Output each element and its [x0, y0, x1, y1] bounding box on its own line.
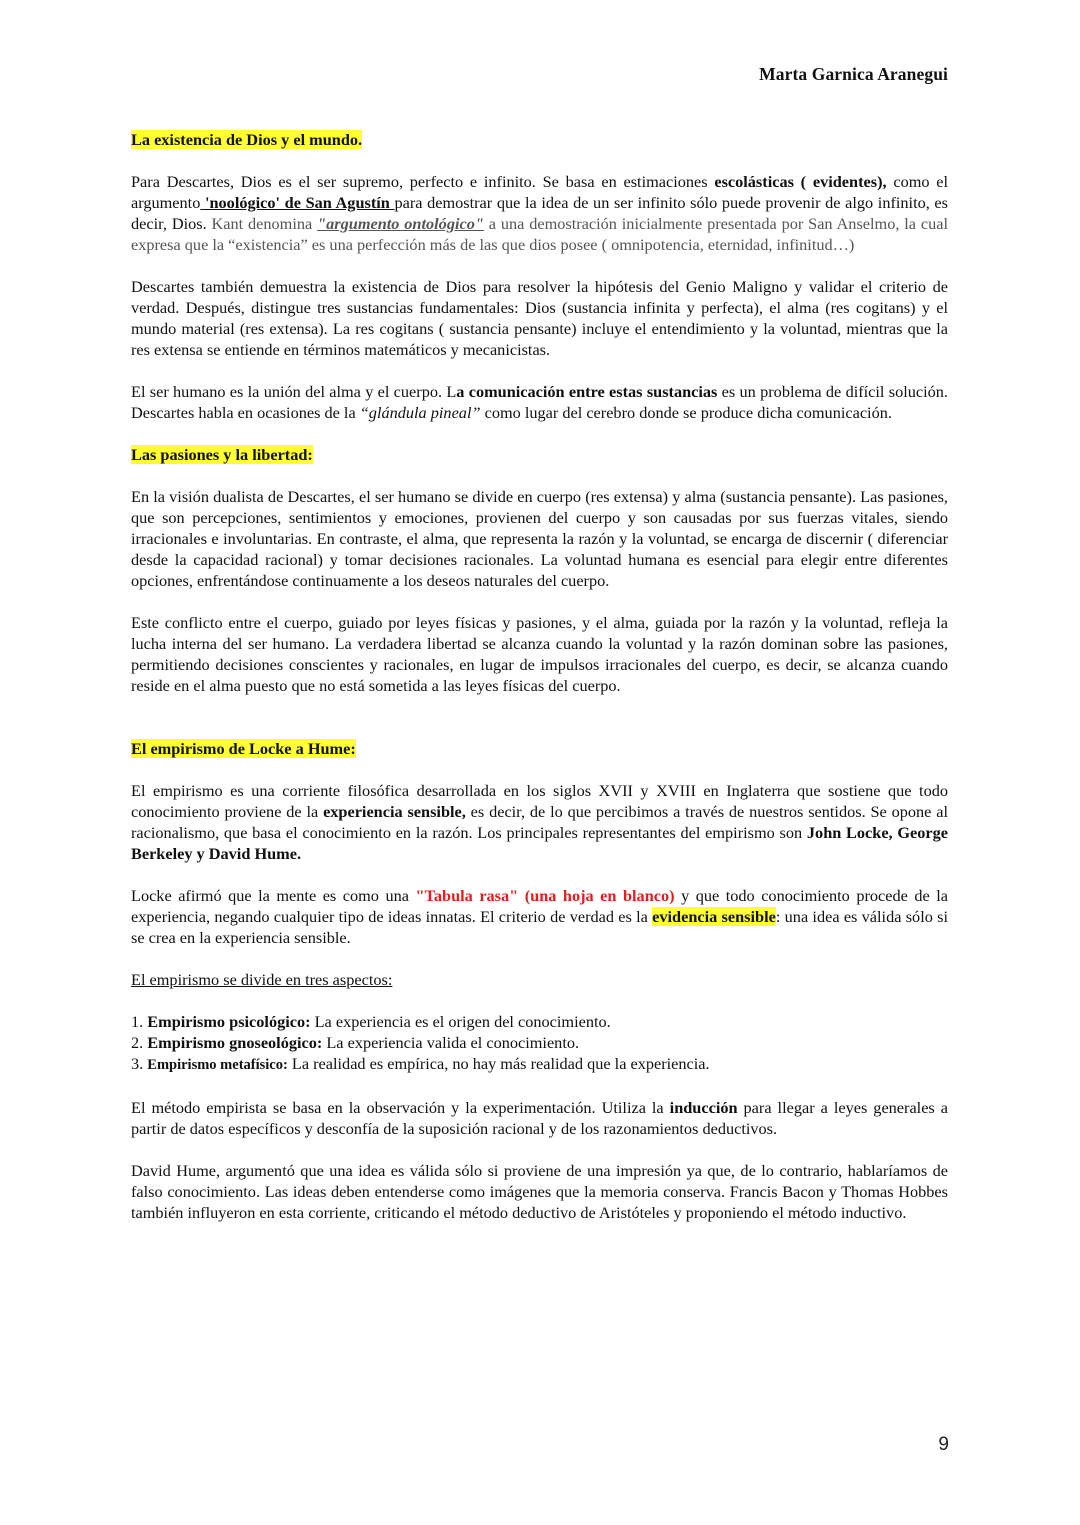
author-name: Marta Garnica Aranegui — [759, 64, 948, 84]
noologico-term: 'noológico' de San Agustín — [200, 193, 395, 212]
aspects-list — [131, 1011, 948, 1076]
list-item: 1. Empirismo psicológico: La experiencia es el origen del conocimiento. — [131, 1012, 611, 1031]
paragraph-empirismo-3: El método empirista se basa en la observación y la experimentación. Utiliza la inducción para llegar a leyes generales a partir de datos específicos y desconfía de la suposición racional y de los razonamientos deductivos. — [131, 1098, 948, 1138]
paragraph-dios-1: Para Descartes, Dios es el ser supremo, perfecto e infinito. Se basa en estimaciones escolásticas ( evidentes), como el argumento 'noológico' de San Agustín para demostrar que la idea de un ser infinito sólo puede provenir de algo infinito, es decir, Dios. Kant denomina "argumento ontológico" a una demostración inicialmente presentada por San Anselmo, la cual expresa que la “existencia” es una perfección más de las que dios posee ( omnipotencia, eternidad, infinitud…) — [131, 172, 949, 254]
section-heading-pasiones: Las pasiones y la libertad: — [131, 445, 313, 464]
section-heading-dios: La existencia de Dios y el mundo. — [131, 130, 363, 149]
tabula-rasa-term: "Tabula rasa" (una hoja en blanco) — [415, 886, 675, 905]
aspects-title: El empirismo se divide en tres aspectos: — [131, 970, 393, 989]
paragraph-empirismo-2: Locke afirmó que la mente es como una "Tabula rasa" (una hoja en blanco) y que todo conocimiento procede de la experiencia, negando cualquier tipo de ideas innatas. El criterio de verdad es la evidencia sensible: una idea es válida sólo si se crea en la experiencia sensible. — [131, 886, 949, 947]
page-number: 9 — [938, 1434, 949, 1455]
page-content — [131, 129, 948, 1223]
evidencia-sensible-term: evidencia sensible — [652, 907, 776, 926]
paragraph-dios-2: Descartes también demuestra la existencia de Dios para resolver la hipótesis del Genio Maligno y validar el criterio de verdad. Después, distingue tres sustancias fundamentales: Dios (sustancia infinita y perfecta), el alma (res cogitans) y el mundo material (res extensa). La res cogitans ( sustancia pensante) incluye el entendimiento y la voluntad, mientras que la res extensa se entiende en términos matemáticos y mecanicistas. — [131, 277, 948, 359]
paragraph-dios-3: El ser humano es la unión del alma y el cuerpo. La comunicación entre estas sustancias es un problema de difícil solución. Descartes habla en ocasiones de la “glándula pineal” como lugar del cerebro donde se produce dicha comunicación. — [131, 382, 948, 422]
paragraph-empirismo-4: David Hume, argumentó que una idea es válida sólo si proviene de una impresión ya que, de lo contrario, hablaríamos de falso conocimiento. Las ideas deben entenderse como imágenes que la memoria conserva. Francis Bacon y Thomas Hobbes también influyeron en esta corriente, criticando el método deductivo de Aristóteles y proponiendo el método inductivo. — [131, 1161, 948, 1222]
paragraph-pasiones-1: En la visión dualista de Descartes, el ser humano se divide en cuerpo (res extensa) y alma (sustancia pensante). Las pasiones, que son percepciones, sentimientos y emociones, provienen del cuerpo y son causadas por sus fuerzas vitales, siendo irracionales e involuntarias. En contraste, el alma, que representa la razón y la voluntad, se encarga de discernir ( diferenciar desde la capacidad racional) y tomar decisiones racionales. La voluntad humana es esencial para elegir entre diferentes opciones, enfrentándose continuamente a los deseos naturales del cuerpo. — [131, 487, 948, 590]
section-heading-empirismo: El empirismo de Locke a Hume: — [131, 739, 356, 758]
list-item: 2. Empirismo gnoseológico: La experiencia valida el conocimiento. — [131, 1033, 580, 1052]
list-item: 3. Empirismo metafísico: La realidad es empírica, no hay más realidad que la experiencia. — [131, 1054, 710, 1073]
paragraph-empirismo-1: El empirismo es una corriente filosófica desarrollada en los siglos XVII y XVIII en Inglaterra que sostiene que todo conocimiento proviene de la experiencia sensible, es decir, de lo que percibimos a través de nuestros sentidos. Se opone al racionalismo, que basa el conocimiento en la razón. Los principales representantes del empirismo son John Locke, George Berkeley y David Hume. — [131, 781, 948, 863]
ontologico-term: "argumento ontológico" — [317, 214, 484, 233]
paragraph-pasiones-2: Este conflicto entre el cuerpo, guiado por leyes físicas y pasiones, y el alma, guiada por la razón y la voluntad, refleja la lucha interna del ser humano. La verdadera libertad se alcanza cuando la voluntad y la razón dominan sobre las pasiones, permitiendo decisiones conscientes y racionales, en lugar de impulsos irracionales del cuerpo, es decir, se alcanza cuando reside en el alma puesto que no está sometida a las leyes físicas del cuerpo. — [131, 613, 948, 695]
